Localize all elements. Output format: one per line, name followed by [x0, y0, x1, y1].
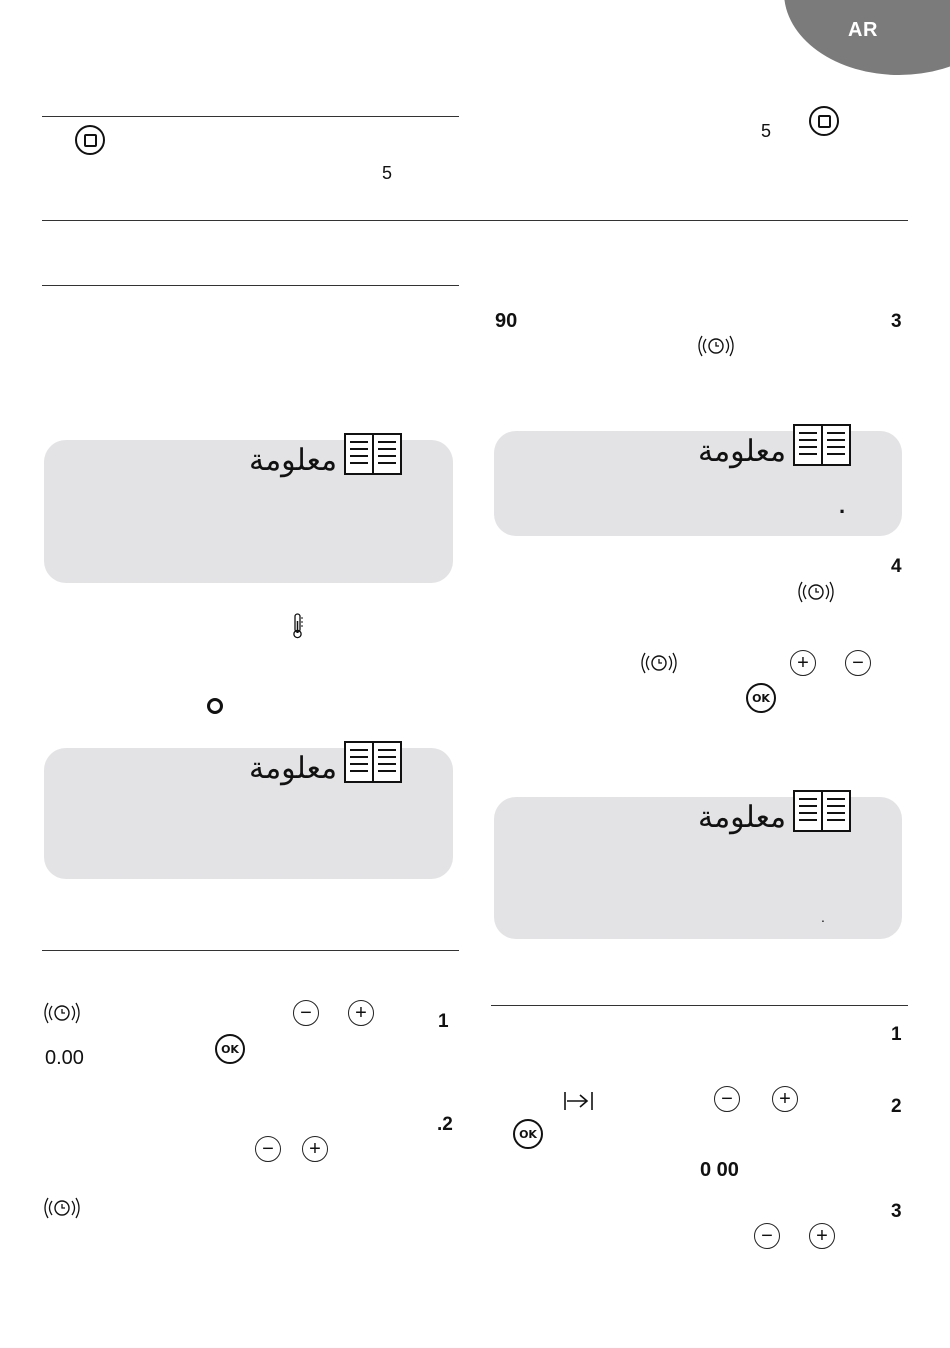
step-number: 3 [891, 311, 902, 332]
plus-icon: + [772, 1086, 798, 1112]
minus-icon: − [845, 650, 871, 676]
minus-icon: − [754, 1223, 780, 1249]
step-number: 4 [891, 556, 902, 577]
info-header [249, 740, 403, 784]
timer-alarm-icon [797, 579, 835, 605]
stop-icon [809, 106, 839, 136]
time-value: 0.00 [45, 1047, 84, 1069]
thermometer-icon [291, 612, 305, 640]
ok-icon: OK [215, 1034, 245, 1064]
right-top-value: 5 [761, 121, 772, 141]
plus-icon: + [809, 1223, 835, 1249]
info-header [249, 432, 403, 476]
book-icon [343, 432, 403, 476]
timer-alarm-icon [640, 650, 678, 676]
divider [42, 950, 459, 951]
divider [42, 285, 459, 286]
step-value: 90 [495, 310, 518, 332]
plus-icon: + [348, 1000, 374, 1026]
info-title: معلومة [249, 443, 338, 478]
ok-icon: OK [513, 1119, 543, 1149]
language-tab-label: AR [848, 19, 878, 41]
minus-icon: − [714, 1086, 740, 1112]
info-header [698, 423, 852, 467]
time-value: 0 00 [700, 1159, 739, 1181]
timer-alarm-icon [43, 1195, 81, 1221]
left-top-value: 5 [382, 163, 393, 183]
plus-icon: + [302, 1136, 328, 1162]
end-time-icon [564, 1090, 594, 1112]
ok-icon: OK [746, 683, 776, 713]
book-icon [343, 740, 403, 784]
ring-icon [207, 698, 223, 714]
info-text: . [821, 909, 825, 925]
step-number: 2 [891, 1096, 902, 1117]
timer-alarm-icon [697, 333, 735, 359]
plus-icon: + [790, 650, 816, 676]
book-icon [792, 789, 852, 833]
info-box [494, 431, 902, 536]
timer-alarm-icon [43, 1000, 81, 1026]
info-text: . [839, 493, 846, 518]
stop-icon [75, 125, 105, 155]
info-box [44, 440, 453, 583]
minus-icon: − [293, 1000, 319, 1026]
book-icon [792, 423, 852, 467]
step-number: .2 [437, 1114, 453, 1135]
divider [42, 116, 459, 117]
info-box [494, 797, 902, 939]
info-box [44, 748, 453, 879]
step-number: 3 [891, 1201, 902, 1222]
divider [491, 1005, 908, 1006]
section-divider [42, 220, 908, 221]
minus-icon: − [255, 1136, 281, 1162]
info-title: معلومة [698, 434, 787, 469]
info-title: معلومة [698, 800, 787, 835]
info-header [698, 789, 852, 833]
step-number: 1 [891, 1024, 902, 1045]
step-number: 1 [438, 1011, 449, 1032]
info-title: معلومة [249, 751, 338, 786]
